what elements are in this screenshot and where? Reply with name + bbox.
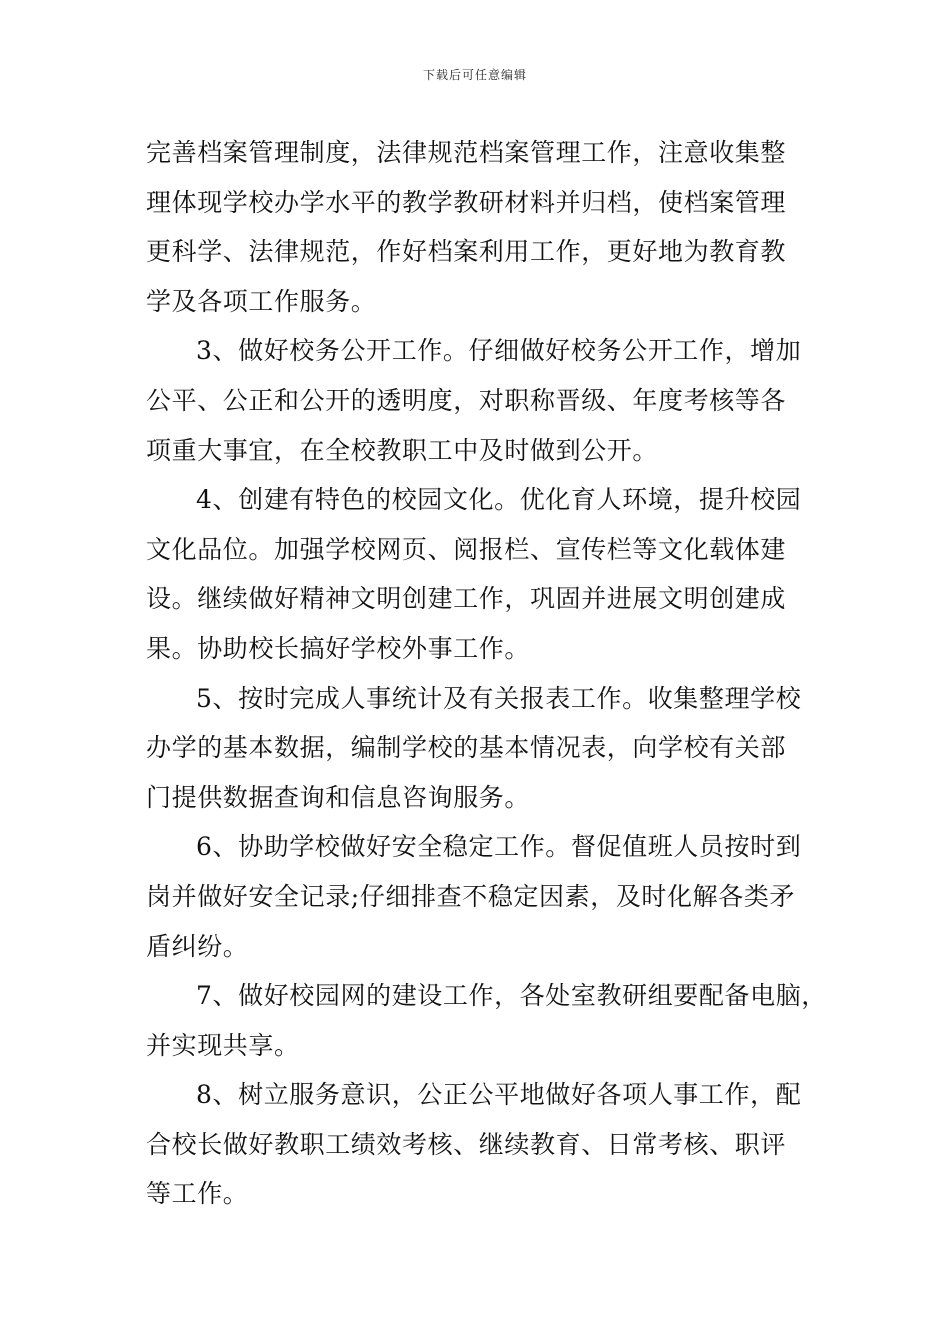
text-line: 完善档案管理制度，法律规范档案管理工作，注意收集整 <box>146 138 787 167</box>
text-line: 并实现共享。 <box>146 1030 300 1060</box>
text-line: 项重大事宜，在全校教职工中及时做到公开。 <box>146 435 659 465</box>
text-line: 办学的基本数据，编制学校的基本情况表，向学校有关部 <box>146 733 787 763</box>
text-line: 公平、公正和公开的透明度，对职称晋级、年度考核等各 <box>146 385 787 415</box>
text-line: 等工作。 <box>146 1179 249 1209</box>
paragraph-start-line: 3、做好校务公开工作。仔细做好校务公开工作，增加 <box>196 336 802 366</box>
text-line: 理体现学校办学水平的教学教研材料并归档，使档案管理 <box>146 187 787 217</box>
text-line: 更科学、法律规范，作好档案利用工作，更好地为教育教 <box>146 237 787 267</box>
text-line: 学及各项工作服务。 <box>146 286 377 316</box>
text-line: 盾纠纷。 <box>146 931 249 961</box>
text-line: 门提供数据查询和信息咨询服务。 <box>146 782 531 812</box>
paragraph-start-line: 6、协助学校做好安全稳定工作。督促值班人员按时到 <box>196 832 802 862</box>
document-body <box>146 128 827 1219</box>
text-line: 岗并做好安全记录;仔细排查不稳定因素，及时化解各类矛 <box>146 881 796 911</box>
page-header-note: 下载后可任意编辑 <box>422 68 527 82</box>
paragraph-start-line: 8、树立服务意识，公正公平地做好各项人事工作，配 <box>196 1080 802 1110</box>
text-line: 设。继续做好精神文明创建工作，巩固并进展文明创建成 <box>146 584 787 614</box>
paragraph-start-line: 7、做好校园网的建设工作，各处室教研组要配备电脑， <box>196 981 827 1011</box>
paragraph-start-line: 4、创建有特色的校园文化。优化育人环境，提升校园 <box>196 485 802 515</box>
paragraph-start-line: 5、按时完成人事统计及有关报表工作。收集整理学校 <box>196 683 802 713</box>
text-line: 文化品位。加强学校网页、阅报栏、宣传栏等文化载体建 <box>146 534 787 564</box>
text-line: 果。协助校长搞好学校外事工作。 <box>146 633 531 663</box>
text-line: 合校长做好教职工绩效考核、继续教育、日常考核、职评 <box>146 1129 787 1159</box>
